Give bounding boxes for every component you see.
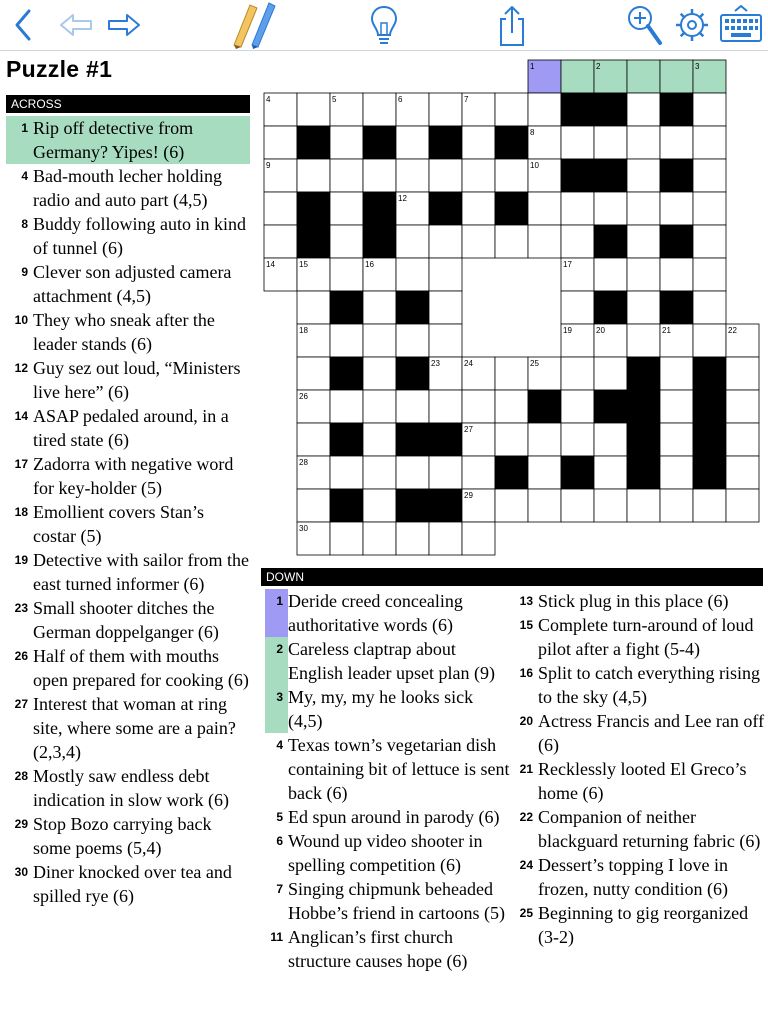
clue-text: Careless claptrap about English leader upset plan (9) [288, 639, 495, 683]
down-clue[interactable] [511, 613, 765, 661]
down-clue[interactable] [261, 733, 511, 805]
grid-cell[interactable] [330, 159, 363, 192]
grid-block [297, 225, 330, 258]
clue-number: 2 [265, 637, 288, 685]
grid-cell-number: 26 [299, 392, 308, 401]
clue-number: 24 [519, 858, 533, 872]
clue-text: Zadorra with negative word for key-holder (5) [33, 454, 234, 498]
grid-cell[interactable] [297, 423, 330, 456]
clue-number: 16 [519, 666, 533, 680]
grid-cell[interactable] [627, 192, 660, 225]
clue-text: Diner knocked over tea and spilled rye (6) [33, 862, 232, 906]
grid-cell[interactable] [396, 225, 429, 258]
grid-cell-number: 6 [398, 95, 403, 104]
clue-text: Clever son adjusted camera attachment (4,5) [33, 262, 232, 306]
clue-text: Stick plug in this place (6) [538, 591, 729, 611]
clue-number: 18 [14, 505, 28, 519]
grid-cell[interactable] [561, 126, 594, 159]
grid-cell-number: 12 [398, 194, 407, 203]
down-clue[interactable] [261, 589, 511, 637]
grid-cell[interactable] [693, 126, 726, 159]
grid-cell[interactable] [528, 456, 561, 489]
grid-block [495, 192, 528, 225]
grid-cell[interactable] [363, 423, 396, 456]
clue-number: 19 [14, 553, 28, 567]
down-clue[interactable] [261, 685, 511, 733]
clue-text: ASAP pedaled around, in a tired state (6) [33, 406, 229, 450]
grid-cell-number: 27 [464, 425, 473, 434]
grid-cell[interactable] [561, 60, 594, 93]
down-clue[interactable] [511, 589, 765, 613]
clue-text: Small shooter ditches the German doppelganger (6) [33, 598, 219, 642]
grid-cell-number: 18 [299, 326, 308, 335]
grid-cell[interactable] [495, 159, 528, 192]
grid-cell[interactable] [330, 225, 363, 258]
grid-block [594, 159, 627, 192]
grid-cell[interactable] [660, 258, 693, 291]
grid-block [363, 126, 396, 159]
grid-block [627, 390, 660, 423]
clue-text: Bad-mouth lecher holding radio and auto part (4,5) [33, 166, 222, 210]
clue-number: 1 [265, 589, 288, 637]
grid-block [693, 456, 726, 489]
clue-number: 10 [14, 313, 28, 327]
grid-cell-number: 3 [695, 62, 700, 71]
grid-cell[interactable] [495, 423, 528, 456]
grid-cell[interactable] [297, 159, 330, 192]
grid-cell[interactable] [363, 357, 396, 390]
grid-cell-number: 30 [299, 524, 308, 533]
page-title: Puzzle #1 [6, 56, 113, 82]
grid-cell-number: 29 [464, 491, 473, 500]
grid-cell[interactable] [561, 390, 594, 423]
grid-cell[interactable] [627, 324, 660, 357]
clue-text: Complete turn-around of loud pilot after a fight (5-4) [538, 615, 754, 659]
grid-cell[interactable] [627, 93, 660, 126]
grid-cell[interactable] [264, 126, 297, 159]
clue-number: 9 [21, 265, 28, 279]
grid-cell[interactable] [726, 456, 759, 489]
clue-number: 20 [519, 714, 533, 728]
grid-block [429, 423, 462, 456]
grid-cell[interactable] [495, 357, 528, 390]
grid-cell[interactable] [594, 456, 627, 489]
grid-block [561, 456, 594, 489]
grid-cell[interactable] [396, 126, 429, 159]
clue-text: Texas town’s vegetarian dish containing bit of lettuce is sent back (6) [288, 735, 510, 803]
grid-cell[interactable] [726, 489, 759, 522]
across-clue[interactable] [6, 764, 250, 812]
grid-cell[interactable] [627, 159, 660, 192]
grid-block [330, 423, 363, 456]
grid-cell[interactable] [396, 456, 429, 489]
clue-number: 1 [21, 121, 28, 135]
grid-cell[interactable] [693, 324, 726, 357]
down-clue-list-left [261, 589, 511, 973]
grid-cell[interactable] [561, 291, 594, 324]
grid-block [495, 126, 528, 159]
grid-block [693, 357, 726, 390]
grid-cell[interactable] [396, 390, 429, 423]
clue-number: 22 [519, 810, 533, 824]
grid-cell[interactable] [693, 258, 726, 291]
grid-cell[interactable] [297, 489, 330, 522]
grid-cell[interactable] [627, 291, 660, 324]
clue-text: Anglican’s first church structure causes hope (6) [288, 927, 468, 971]
clue-number: 29 [14, 817, 28, 831]
clue-number: 6 [276, 834, 283, 848]
grid-cell[interactable] [330, 192, 363, 225]
clue-number: 4 [21, 169, 28, 183]
grid-cell-number: 7 [464, 95, 469, 104]
grid-cell-number: 28 [299, 458, 308, 467]
across-header: ACROSS [6, 95, 250, 113]
grid-cell[interactable] [429, 93, 462, 126]
grid-block [594, 93, 627, 126]
grid-cell[interactable] [429, 522, 462, 555]
grid-cell[interactable] [330, 258, 363, 291]
grid-block [693, 423, 726, 456]
down-clue[interactable] [261, 925, 511, 973]
clue-text: Half of them with mouths open prepared for cooking (6) [33, 646, 249, 690]
down-clue[interactable] [511, 901, 765, 949]
across-clue[interactable] [6, 644, 250, 692]
clue-text: Emollient covers Stan’s costar (5) [33, 502, 204, 546]
grid-cell[interactable] [330, 324, 363, 357]
grid-cell[interactable] [594, 192, 627, 225]
grid-cell[interactable] [726, 423, 759, 456]
clue-number: 13 [519, 594, 533, 608]
grid-cell[interactable] [726, 357, 759, 390]
grid-cell[interactable] [528, 192, 561, 225]
grid-cell[interactable] [462, 126, 495, 159]
grid-block [693, 390, 726, 423]
grid-block [330, 357, 363, 390]
down-clue-list-right [511, 589, 765, 949]
grid-cell[interactable] [528, 489, 561, 522]
grid-cell-number: 22 [728, 326, 737, 335]
grid-cell-number: 11 [563, 161, 572, 170]
grid-cell[interactable] [627, 225, 660, 258]
clue-number: 21 [519, 762, 533, 776]
grid-cell[interactable] [594, 489, 627, 522]
grid-cell[interactable] [396, 324, 429, 357]
grid-cell[interactable] [297, 291, 330, 324]
grid-cell[interactable] [594, 357, 627, 390]
clue-text: Mostly saw endless debt indication in slow work (6) [33, 766, 229, 810]
grid-cell-number: 4 [266, 95, 271, 104]
grid-cell[interactable] [495, 489, 528, 522]
grid-cell[interactable] [330, 522, 363, 555]
grid-block [297, 192, 330, 225]
clue-number: 27 [14, 697, 28, 711]
grid-cell[interactable] [363, 291, 396, 324]
grid-cell[interactable] [396, 258, 429, 291]
clue-number: 28 [14, 769, 28, 783]
grid-block [660, 291, 693, 324]
grid-cell[interactable] [462, 159, 495, 192]
grid-cell-number: 14 [266, 260, 275, 269]
clue-number: 30 [14, 865, 28, 879]
grid-cell[interactable] [363, 456, 396, 489]
grid-cell[interactable] [660, 192, 693, 225]
grid-cell[interactable] [396, 522, 429, 555]
grid-cell-number: 16 [365, 260, 374, 269]
grid-block [528, 390, 561, 423]
clue-number: 7 [276, 882, 283, 896]
grid-cell-number: 13 [431, 194, 440, 203]
grid-block [627, 423, 660, 456]
grid-cell[interactable] [660, 357, 693, 390]
across-clue[interactable] [6, 596, 250, 644]
clue-number: 17 [14, 457, 28, 471]
down-clue[interactable] [261, 805, 511, 829]
grid-block [429, 489, 462, 522]
clue-text: Beginning to gig reorganized (3-2) [538, 903, 749, 947]
clue-text: Interest that woman at ring site, where some are a pain? (2,3,4) [33, 694, 236, 762]
grid-cell[interactable] [462, 390, 495, 423]
clue-text: Singing chipmunk beheaded Hobbe’s friend in cartoons (5) [288, 879, 505, 923]
grid-cell[interactable] [561, 423, 594, 456]
clue-number: 25 [519, 906, 533, 920]
grid-cell[interactable] [627, 258, 660, 291]
grid-block [660, 159, 693, 192]
down-clue[interactable] [511, 805, 765, 853]
grid-cell[interactable] [462, 456, 495, 489]
clue-number: 23 [14, 601, 28, 615]
clue-text: Ed spun around in parody (6) [288, 807, 500, 827]
grid-cell[interactable] [495, 390, 528, 423]
down-header: DOWN [261, 568, 763, 586]
clue-text: Stop Bozo carrying back some poems (5,4) [33, 814, 212, 858]
grid-cell[interactable] [693, 225, 726, 258]
clue-text: Wound up video shooter in spelling competition (6) [288, 831, 483, 875]
grid-cell[interactable] [330, 456, 363, 489]
across-clue[interactable] [6, 692, 250, 764]
grid-block [396, 291, 429, 324]
grid-block [660, 225, 693, 258]
grid-block [660, 93, 693, 126]
grid-cell[interactable] [660, 60, 693, 93]
grid-cell[interactable] [363, 324, 396, 357]
grid-cell[interactable] [594, 423, 627, 456]
clue-text: Detective with sailor from the east turned informer (6) [33, 550, 249, 594]
grid-cell[interactable] [297, 357, 330, 390]
grid-cell[interactable] [429, 291, 462, 324]
grid-block [396, 423, 429, 456]
grid-cell[interactable] [429, 225, 462, 258]
grid-cell[interactable] [264, 225, 297, 258]
grid-cell[interactable] [528, 93, 561, 126]
grid-block [594, 291, 627, 324]
clue-text: Companion of neither blackguard returning fabric (6) [538, 807, 761, 851]
down-clue[interactable] [511, 757, 765, 805]
grid-cell[interactable] [561, 489, 594, 522]
grid-cell-number: 20 [596, 326, 605, 335]
grid-block [627, 456, 660, 489]
grid-cell[interactable] [660, 423, 693, 456]
clue-text: My, my, my he looks sick (4,5) [288, 687, 474, 731]
grid-cell[interactable] [693, 192, 726, 225]
grid-cell[interactable] [462, 192, 495, 225]
clue-text: Actress Francis and Lee ran off (6) [538, 711, 765, 755]
grid-cell[interactable] [594, 258, 627, 291]
grid-cell-number: 24 [464, 359, 473, 368]
grid-block [627, 357, 660, 390]
grid-cell[interactable] [429, 159, 462, 192]
grid-cell[interactable] [627, 126, 660, 159]
grid-cell[interactable] [561, 192, 594, 225]
grid-cell[interactable] [330, 126, 363, 159]
grid-block [561, 93, 594, 126]
grid-block [330, 489, 363, 522]
grid-cell[interactable] [330, 390, 363, 423]
grid-cell[interactable] [627, 489, 660, 522]
grid-cell[interactable] [363, 390, 396, 423]
clue-number: 11 [270, 930, 283, 944]
grid-cell[interactable] [594, 126, 627, 159]
grid-cell[interactable] [462, 522, 495, 555]
grid-cell-number: 10 [530, 161, 539, 170]
grid-cell[interactable] [495, 93, 528, 126]
grid-block [594, 225, 627, 258]
grid-cell[interactable] [363, 159, 396, 192]
grid-cell[interactable] [693, 489, 726, 522]
across-clue[interactable] [6, 860, 250, 908]
grid-cell[interactable] [561, 357, 594, 390]
grid-cell-number: 19 [563, 326, 572, 335]
clue-number: 3 [265, 685, 288, 733]
grid-cell[interactable] [528, 225, 561, 258]
grid-block [396, 489, 429, 522]
grid-cell[interactable] [429, 390, 462, 423]
grid-cell-number: 1 [530, 62, 535, 71]
grid-cell-number: 8 [530, 128, 535, 137]
clue-text: Dessert’s topping I love in frozen, nutty condition (6) [538, 855, 728, 899]
clue-number: 26 [14, 649, 28, 663]
clue-number: 14 [14, 409, 28, 423]
grid-cell[interactable] [693, 291, 726, 324]
grid-cell-number: 21 [662, 326, 671, 335]
grid-block [495, 456, 528, 489]
clue-text: They who sneak after the leader stands (6) [33, 310, 215, 354]
clue-number: 8 [21, 217, 28, 231]
down-clue[interactable] [511, 853, 765, 901]
grid-cell-number: 5 [332, 95, 337, 104]
grid-block [594, 390, 627, 423]
grid-cell[interactable] [429, 258, 462, 291]
down-clue[interactable] [511, 709, 765, 757]
down-clue[interactable] [511, 661, 765, 709]
clue-text: Split to catch everything rising to the sky (4,5) [538, 663, 760, 707]
grid-cell-number: 2 [596, 62, 601, 71]
grid-block [429, 126, 462, 159]
across-clue[interactable] [6, 812, 250, 860]
grid-cell[interactable] [297, 93, 330, 126]
grid-cell-number: 17 [563, 260, 572, 269]
grid-block [396, 357, 429, 390]
down-clue[interactable] [261, 637, 511, 685]
grid-cell[interactable] [660, 390, 693, 423]
grid-cell[interactable] [495, 225, 528, 258]
grid-cell-number: 23 [431, 359, 440, 368]
clue-number: 4 [276, 738, 283, 752]
grid-cell[interactable] [429, 456, 462, 489]
clue-text: Rip off detective from Germany? Yipes! (6) [33, 118, 194, 162]
clue-text: Buddy following auto in kind of tunnel (6) [33, 214, 246, 258]
clue-text: Deride creed concealing authoritative words (6) [288, 591, 463, 635]
grid-cell[interactable] [693, 159, 726, 192]
grid-cell[interactable] [462, 225, 495, 258]
grid-cell[interactable] [726, 390, 759, 423]
grid-cell[interactable] [528, 423, 561, 456]
clue-text: Guy sez out loud, “Ministers live here” (6) [33, 358, 241, 402]
grid-cell[interactable] [429, 324, 462, 357]
grid-cell-number: 9 [266, 161, 271, 170]
down-clue[interactable] [261, 829, 511, 877]
clue-number: 12 [14, 361, 28, 375]
grid-cell[interactable] [363, 93, 396, 126]
down-clue[interactable] [261, 877, 511, 925]
grid-cell[interactable] [396, 159, 429, 192]
grid-cell[interactable] [660, 489, 693, 522]
grid-block [330, 291, 363, 324]
clue-number: 15 [519, 618, 533, 632]
grid-cell[interactable] [363, 489, 396, 522]
clue-number: 5 [276, 810, 283, 824]
grid-block [363, 192, 396, 225]
clue-text: Recklessly looted El Greco’s home (6) [538, 759, 747, 803]
grid-cell[interactable] [660, 126, 693, 159]
grid-cell[interactable] [363, 522, 396, 555]
grid-cell[interactable] [660, 456, 693, 489]
grid-cell-number: 25 [530, 359, 539, 368]
grid-cell[interactable] [693, 93, 726, 126]
grid-cell-number: 15 [299, 260, 308, 269]
grid-cell[interactable] [264, 192, 297, 225]
grid-block [297, 126, 330, 159]
grid-cell[interactable] [561, 225, 594, 258]
grid-block [363, 225, 396, 258]
grid-cell[interactable] [627, 60, 660, 93]
